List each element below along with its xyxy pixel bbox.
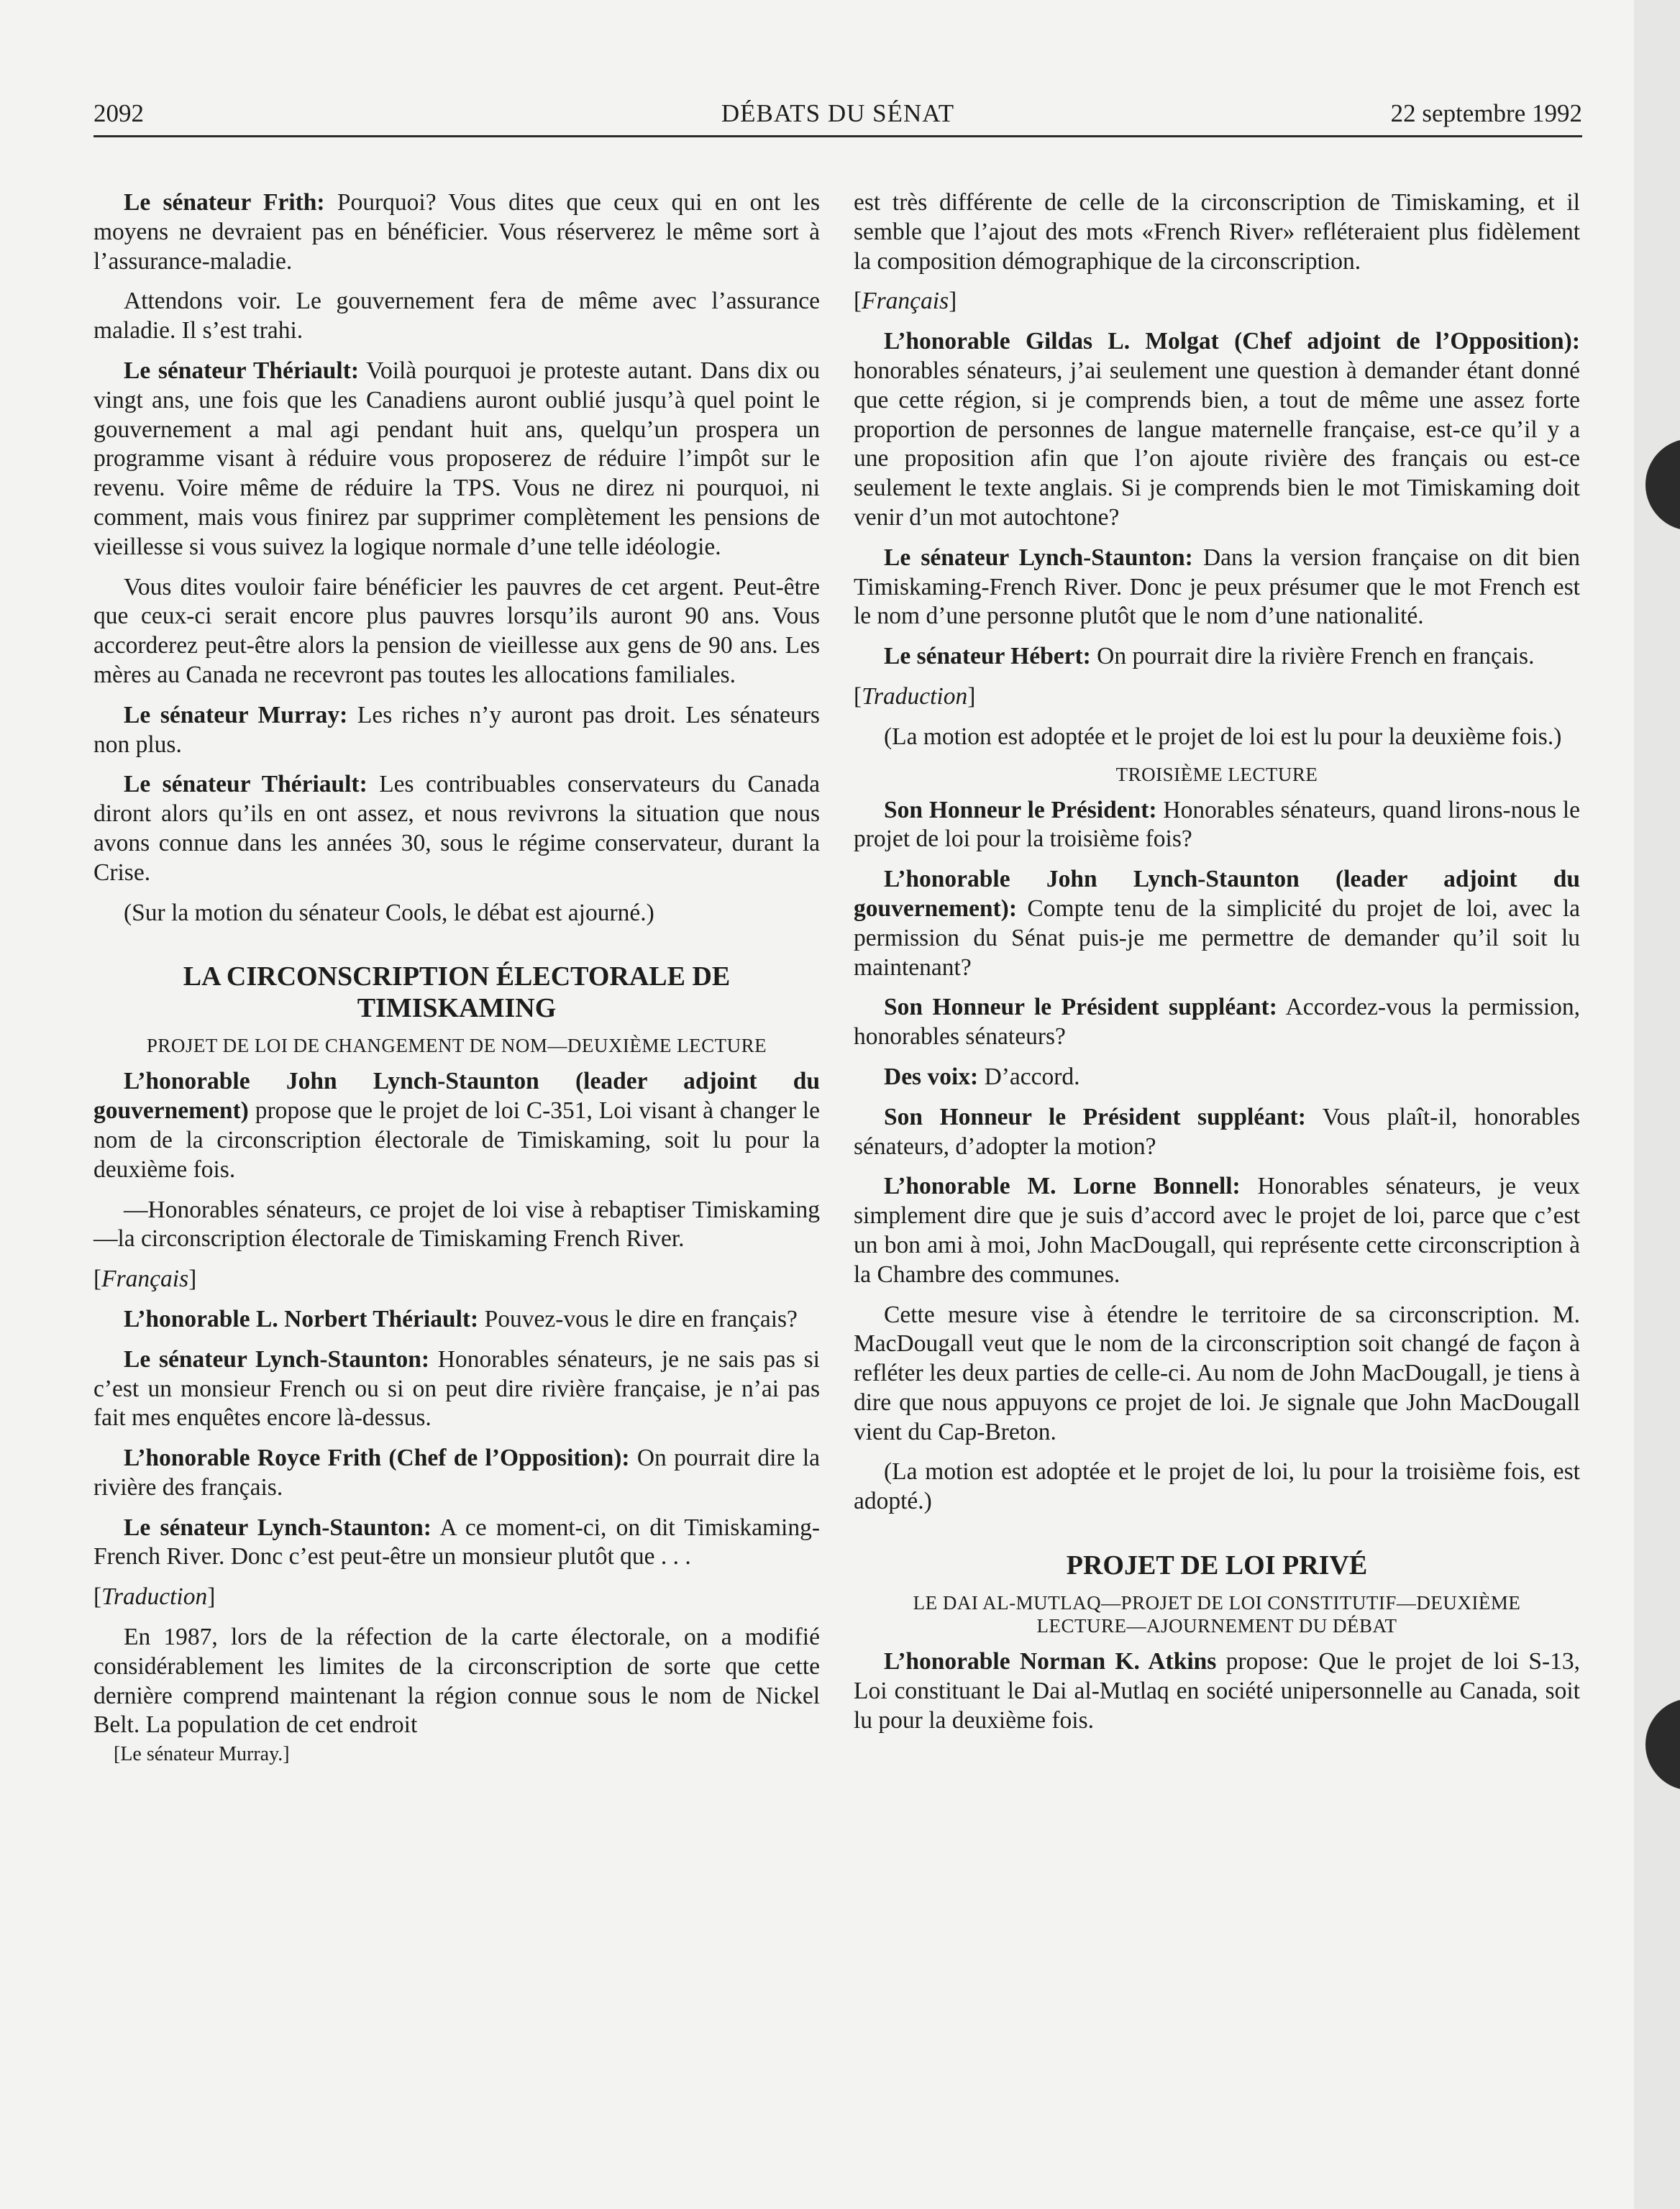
speaker-name: Le sénateur Lynch-Staunton: [124, 1345, 430, 1373]
section-subheading: PROJET DE LOI DE CHANGEMENT DE NOM—DEUXIÈME LECTURE [146, 1035, 767, 1057]
debate-paragraph [854, 723, 1580, 752]
speech-text: Attendons voir. Le gouvernement fera de même avec l’assurance maladie. Il s’est trahi. [93, 288, 820, 344]
bracket: [ [854, 288, 862, 315]
debate-paragraph [93, 701, 820, 760]
section-subheading: LE DAI AL-MUTLAQ—PROJET DE LOI CONSTITUTIF—DEUXIÈME LECTURE—AJOURNEMENT DU DÉBAT [913, 1592, 1521, 1637]
debate-paragraph [854, 1458, 1580, 1517]
debate-paragraph [93, 188, 820, 276]
speech-text: propose: Que le projet de loi S-13, Loi constituant le Dai al-Mutlaq en société unipersonnelle au Canada, soit lu pour la deuxième fois. [854, 1648, 1580, 1734]
publication-title: DÉBATS DU SÉNAT [721, 99, 955, 127]
debate-paragraph [854, 642, 1580, 672]
debate-paragraph [854, 544, 1580, 631]
debate-paragraph [93, 357, 820, 562]
speech-text: —Honorables sénateurs, ce projet de loi vise à rebaptiser Timiskaming—la circonscription électorale de Timiskaming French River. [93, 1196, 820, 1253]
debate-paragraph [854, 796, 1580, 855]
debate-paragraph [93, 1305, 820, 1335]
speech-text: (La motion est adoptée et le projet de loi est lu pour la deuxième fois.) [884, 723, 1562, 750]
speech-text: (La motion est adoptée et le projet de loi, lu pour la troisième fois, est adopté.) [854, 1458, 1580, 1515]
speaker-name: Son Honneur le Président: [884, 796, 1157, 823]
speaker-name: Son Honneur le Président suppléant: [884, 994, 1277, 1021]
language-marker [854, 287, 1580, 316]
speech-text: Compte tenu de la simplicité du projet de loi, avec la permission du Sénat puis-je me permettre de demander qu’il soit lu maintenant? [854, 895, 1580, 981]
language-marker [854, 682, 1580, 712]
debate-paragraph [854, 1301, 1580, 1447]
speaker-name: Son Honneur le Président suppléant: [884, 1103, 1306, 1130]
debate-paragraph [93, 1623, 820, 1740]
speech-text: Les contribuables conservateurs du Canada diront alors qu’ils en ont assez, et nous revivrons la situation que nous avons connue dans les années 30, sous le régime conservateur, durant la Crise. [93, 771, 820, 886]
debate-paragraph [854, 993, 1580, 1052]
debate-paragraph [854, 1103, 1580, 1162]
speaker-name: Le sénateur Thériault: [124, 771, 368, 798]
page-edge [1634, 0, 1680, 2209]
speaker-name: L’honorable L. Norbert Thériault: [124, 1305, 479, 1332]
debate-paragraph [854, 1647, 1580, 1735]
speech-text: Accordez-vous la permission, honorables sénateurs? [854, 994, 1580, 1051]
debate-paragraph [93, 1345, 820, 1433]
speaker-name: L’honorable John Lynch-Staunton (leader adjoint du gouvernement) [93, 1068, 820, 1125]
speech-text: Vous plaît-il, honorables sénateurs, d’adopter la motion? [854, 1103, 1580, 1160]
speaker-name: L’honorable Norman K. Atkins [884, 1648, 1217, 1675]
speaker-name: L’honorable John Lynch-Staunton (leader adjoint du gouvernement): [854, 866, 1580, 922]
bracket: ] [188, 1266, 197, 1293]
speaker-name: Le sénateur Hébert: [884, 643, 1091, 670]
debate-paragraph [854, 1063, 1580, 1092]
bracket: ] [949, 288, 957, 315]
debate-paragraph [854, 1172, 1580, 1289]
language-label: Français [862, 288, 949, 315]
running-header [93, 95, 1582, 137]
bracket: [ [854, 682, 862, 710]
bracket: ] [967, 682, 976, 710]
speaker-name: Le sénateur Murray: [124, 701, 348, 728]
debate-paragraph [93, 899, 820, 928]
bracket: ] [207, 1583, 216, 1611]
language-label: Traduction [862, 682, 968, 710]
debate-paragraph [93, 573, 820, 690]
issue-date: 22 septembre 1992 [1390, 99, 1582, 127]
right-column [854, 188, 1580, 1746]
speech-text: Vous dites vouloir faire bénéficier les pauvres de cet argent. Peut-être que ceux-ci serait encore plus pauvres lorsqu’ils auront 90 ans. Vous accorderez peut-être alors la pension de vieillesse aux gens de 90 ans. Les mères au Canada ne recevront pas toutes les allocations familiales. [93, 573, 820, 688]
speech-text: A ce moment-ci, on dit Timiskaming-French River. Donc c’est peut-être un monsieur plutôt que . . . [93, 1514, 821, 1570]
speech-text: Dans la version française on dit bien Timiskaming-French River. Donc je peux présumer que le mot French est le nom d’une personne plutôt que le nom d’une nationalité. [854, 544, 1580, 630]
speaker-name: L’honorable Gildas L. Molgat (Chef adjoint de l’Opposition): [884, 328, 1580, 355]
bracket: [ [93, 1266, 102, 1293]
language-marker [93, 1583, 820, 1612]
speaker-name: Le sénateur Thériault: [124, 357, 360, 384]
left-column [93, 188, 820, 1766]
section-subheading: TROISIÈME LECTURE [1115, 763, 1318, 785]
debate-paragraph [854, 188, 1580, 276]
page-number: 2092 [93, 99, 144, 127]
debate-paragraph [854, 865, 1580, 982]
speech-text: Pouvez-vous le dire en français? [478, 1305, 798, 1332]
speaker-name: Des voix: [884, 1063, 979, 1090]
speech-text: On pourrait dire la rivière French en français. [1090, 643, 1535, 670]
speech-text: En 1987, lors de la réfection de la carte électorale, on a modifié considérablement les limites de la circonscription de sorte que cette dernière comprend maintenant la région connue sous le nom de Nickel Belt. La population de cet endroit [93, 1624, 820, 1739]
debate-paragraph [93, 1514, 820, 1573]
language-label: Traduction [101, 1583, 208, 1611]
debate-paragraph [854, 327, 1580, 533]
language-label: Français [101, 1266, 189, 1293]
section-heading: PROJET DE LOI PRIVÉ [1066, 1550, 1368, 1581]
speech-text: propose que le projet de loi C-351, Loi visant à changer le nom de la circonscription électorale de Timiskaming, soit lu pour la deuxième fois. [93, 1097, 820, 1183]
speech-text: D’accord. [978, 1063, 1080, 1090]
debate-paragraph [93, 1067, 820, 1184]
speech-text: Les riches n’y auront pas droit. Les sénateurs non plus. [93, 701, 820, 758]
debate-paragraph [93, 1444, 820, 1503]
speech-text: honorables sénateurs, j’ai seulement une question à demander étant donné que cette région, si je comprends bien, a tout de même une assez forte proportion de personnes de langue maternelle française, est-ce qu’il y a une proposition afin que l’on ajoute rivière des français ou est-ce seulement le texte anglais. Si je comprends bien le mot Timiskaming doit venir d’un mot autochtone? [854, 357, 1580, 531]
speech-text: On pourrait dire la rivière des français. [93, 1445, 820, 1501]
page-footnote: [Le sénateur Murray.] [114, 1743, 290, 1766]
speech-text: Cette mesure vise à étendre le territoire de sa circonscription. M. MacDougall veut que le nom de la circonscription soit changé de façon à refléter les deux parties de celle-ci. Au nom de John MacDougall, je tiens à dire que nous appuyons ce projet de loi. Je signale que John MacDougall vient du Cap-Breton. [854, 1301, 1580, 1445]
speaker-name: L’honorable Royce Frith (Chef de l’Opposition): [124, 1445, 630, 1472]
debate-paragraph [93, 770, 820, 887]
speaker-name: Le sénateur Lynch-Staunton: [124, 1514, 432, 1541]
language-marker [93, 1265, 820, 1294]
debate-paragraph [93, 1196, 820, 1255]
speech-text: Honorables sénateurs, quand lirons-nous le projet de loi pour la troisième fois? [854, 796, 1580, 853]
speech-text: Honorables sénateurs, je ne sais pas si c’est un monsieur French ou si on peut dire rivière française, je n’ai pas fait mes enquêtes encore là-dessus. [93, 1345, 820, 1432]
debate-paragraph [93, 287, 820, 346]
section-heading: LA CIRCONSCRIPTION ÉLECTORALE DE TIMISKAMING [183, 961, 731, 1024]
speech-text: Pourquoi? Vous dites que ceux qui en ont les moyens ne devraient pas en bénéficier. Vous réserverez le même sort à l’assurance-maladie. [93, 189, 820, 275]
speaker-name: Le sénateur Lynch-Staunton: [884, 544, 1193, 571]
bracket: [ [93, 1583, 102, 1611]
speaker-name: Le sénateur Frith: [124, 189, 325, 216]
speech-text: est très différente de celle de la circonscription de Timiskaming, et il semble que l’ajout des mots «French River» refléteraient plus fidèlement la composition démographique de la circonscription. [854, 189, 1580, 275]
speech-text: Voilà pourquoi je proteste autant. Dans dix ou vingt ans, une fois que les Canadiens auront oublié jusqu’à quel point le gouvernement a mal agi pendant huit ans, quelqu’un prospera un programme visant à réduire vous proposerez de réduire l’impôt sur le revenu. Voire même de réduire la TPS. Vous ne direz ni pourquoi, ni comment, mais vous finirez par supprimer complètement les pensions de vieillesse si vous suivez la logique normale d’une telle idéologie. [93, 357, 820, 560]
speech-text: Honorables sénateurs, je veux simplement dire que je suis d’accord avec le projet de loi, parce que c’est un bon ami à moi, John MacDougall, qui représente cette circonscription à la Chambre des communes. [854, 1173, 1580, 1288]
speech-text: (Sur la motion du sénateur Cools, le débat est ajourné.) [124, 899, 654, 926]
speaker-name: L’honorable M. Lorne Bonnell: [884, 1173, 1241, 1200]
